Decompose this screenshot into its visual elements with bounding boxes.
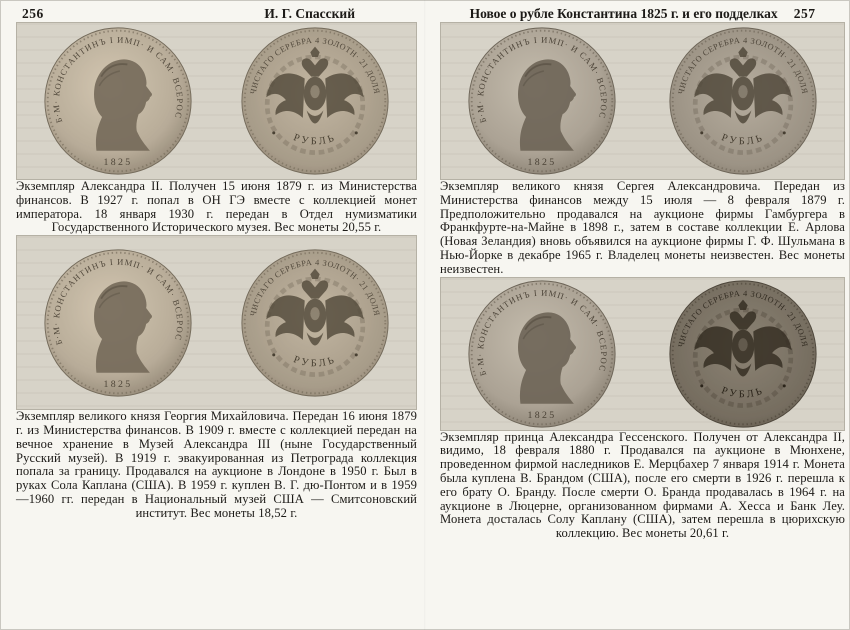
page-header-left [16, 6, 417, 22]
coin-figure-sergey-alexandrovich [440, 22, 845, 180]
coin-obverse-image [467, 279, 617, 429]
page-number-left: 256 [22, 6, 44, 21]
page-header-right [440, 6, 845, 22]
coin-figure-alexander-hessen [440, 277, 845, 431]
coin-reverse-image [668, 279, 818, 429]
coin-obverse-image [43, 248, 193, 398]
coin-obverse-image [43, 26, 193, 176]
coin-obverse-image [467, 26, 617, 176]
coin-figure-georgy-mikhailovich [16, 235, 417, 410]
figure-caption: Экземпляр великого князя Сергея Александровича. Передан из Министерства финансов между 15 июля — 8 февраля 1879 г. Предположительно продавался на аукционе фирмы Гамбургера в Франкфурте-на-Майне в 1898 г., затем в составе коллекции Е. Арлова (Новая Зеландия) вновь объявился на аукционе фирмы Г. Ф. Шульмана в Нью-Йорке в декабре 1965 г. Владелец монеты неизвестен. Вес монеты неизвестен. [440, 179, 845, 276]
figure-caption: Экземпляр Александра II. Получен 15 июня 1879 г. из Министерства финансов. В 1927 г. попал в ОН ГЭ вместе с коллекцией монет императора. 18 января 1930 г. передан в Отдел нумизматики Государственного Исторического музея. Вес монеты 20,55 г. [16, 179, 417, 235]
figure-caption: Экземпляр великого князя Георгия Михайловича. Передан 16 июня 1879 г. из Министерства финансов. В 1909 г. вместе с коллекцией передан на вечное хранение в Музей Александра III (ныне Государственный Русский музей). В 1919 г. эвакуированная из Петрограда коллекция попала за границу. Продавался на аукционе в Лондоне в 1950 г. Был в руках Сола Каплана (США). В 1959 г. куплен В. Г. дю-Понтом и в 1959—1960 гг. передан в Национальный музей США — Смитсоновский институт. Вес монеты 18,52 г. [16, 409, 417, 520]
figure-caption: Экземпляр принца Александра Гессенского. Получен от Александра II, видимо, 18 февраля 1880 г. Продавался па аукционе в Мюнхене, проведенном фирмой наследников Е. Мерцбахер 7 января 1914 г. Монета была куплена В. Брандом (США), после его смерти в 1926 г. перешла к его брату О. Бранду. После смерти О. Бранда продавалась в 1964 г. на аукционе в Люцерне, организованном фирмами А. Хесса и Банк Леу. Монета досталась Солу Каплану (США), затем перешла в цюрихскую коллекцию. Вес монеты 20,61 г. [440, 429, 845, 541]
running-title-left: И. Г. Спасский [264, 6, 355, 21]
coin-reverse-image [240, 26, 390, 176]
coin-reverse-image [668, 26, 818, 176]
page-number-right: 257 [793, 6, 816, 21]
running-title-right: Новое о рубле Константина 1825 г. и его подделках [469, 6, 778, 21]
page-right [425, 0, 850, 630]
coin-figure-alexander-ii [16, 22, 417, 180]
coin-reverse-image [240, 248, 390, 398]
